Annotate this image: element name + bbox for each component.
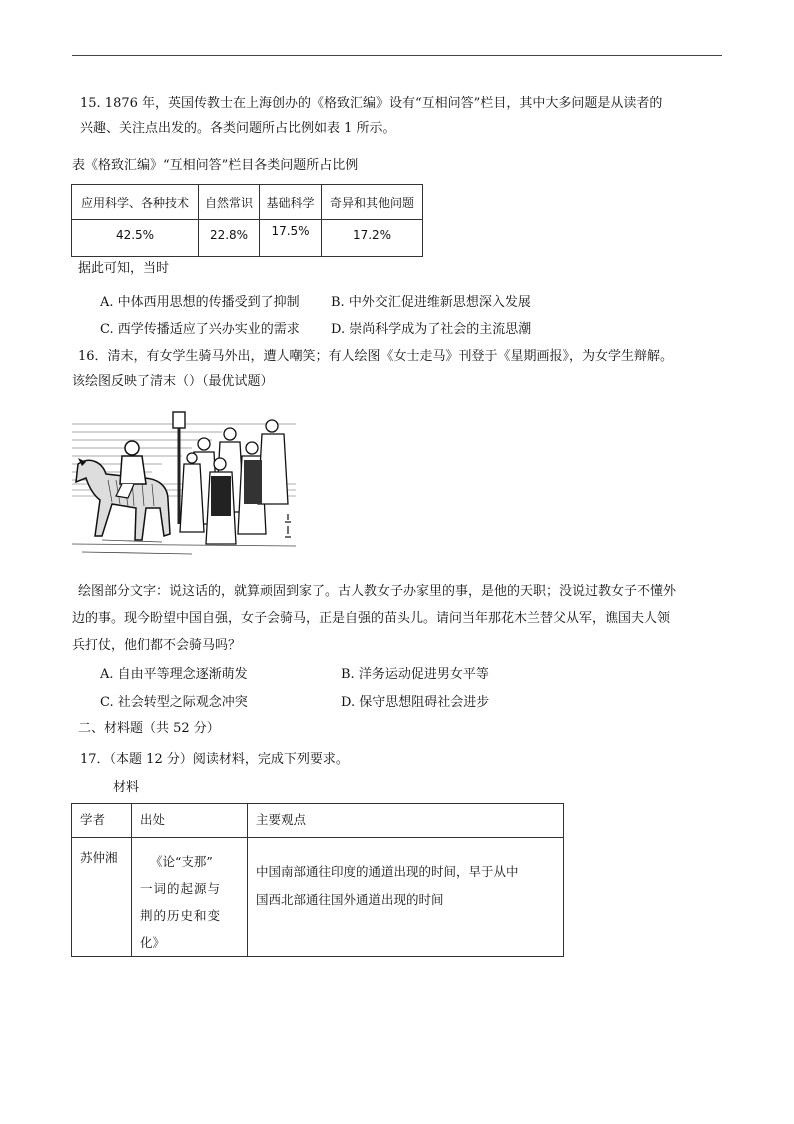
- q16-caption-line2: 边的事。现今盼望中国自强，女子会骑马，正是自强的苗头儿。请问当年那花木兰替父从军，谯国夫人领: [72, 611, 671, 626]
- woodcut-picture: [72, 404, 296, 560]
- q15-table-caption: 表《格致汇编》“互相问答”栏目各类问题所占比例: [72, 158, 359, 173]
- q16-option-d[interactable]: D. 保守思想阻碍社会进步: [341, 695, 490, 710]
- q17-view-line1: 中国南部通往印度的通道出现的时间，早于从中: [256, 864, 519, 879]
- q15-value-applied: 42.5%: [72, 220, 199, 257]
- q17-material-label: 材料: [113, 780, 140, 795]
- illustration-lady-riding-horse: [72, 404, 296, 560]
- q16-caption-line1: 绘图部分文字：说这话的，就算顽固到家了。古人教女子办家里的事，是他的天职；没说过教女子不懂外: [78, 584, 677, 599]
- q17-source-line2: 一词的起源与: [140, 881, 222, 896]
- header-rule: [72, 55, 722, 56]
- q17-view-line2: 国西北部通往国外通道出现的时间: [256, 892, 444, 907]
- section2-heading: 二、材料题（共 52 分）: [78, 721, 220, 736]
- q17-header-view: 主要观点: [248, 804, 564, 838]
- q15-table: [71, 184, 423, 257]
- q15-option-b[interactable]: B. 中外交汇促进维新思想深入发展: [331, 295, 531, 310]
- q15-header-applied: 应用科学、各种技术: [72, 185, 199, 220]
- q15-line2: 兴趣、关注点出发的。各类问题所占比例如表 1 所示。: [80, 121, 396, 136]
- q17-source-line3: 荆的历史和变: [140, 908, 222, 923]
- q17-cell-scholar: [72, 838, 132, 957]
- q15-option-a[interactable]: A. 中体西用思想的传播受到了抑制: [100, 295, 300, 310]
- q17-header-scholar: 学者: [72, 804, 132, 838]
- q15-value-other: 17.2%: [322, 220, 423, 257]
- q17-header-source: 出处: [132, 804, 248, 838]
- q17-title: 17．（本题 12 分）阅读材料，完成下列要求。: [80, 752, 349, 767]
- q15-header-other: 奇异和其他问题: [322, 185, 423, 220]
- q16-line1: 16．清末，有女学生骑马外出，遭人嘲笑；有人绘图《女士走马》刊登于《星期画报》，为女学生辩解。: [78, 349, 674, 364]
- q16-option-b[interactable]: B. 洋务运动促进男女平等: [341, 667, 489, 682]
- q17-cell-view: [248, 838, 564, 957]
- q15-value-nature: 22.8%: [199, 220, 260, 257]
- q16-option-c[interactable]: C. 社会转型之际观念冲突: [100, 695, 248, 710]
- q17-cell-source: [132, 838, 248, 957]
- q15-header-basic: 基础科学: [260, 185, 322, 220]
- q16-caption-line3: 兵打仗，他们都不会骑马吗？: [72, 638, 242, 653]
- q15-stem: 据此可知，当时: [78, 261, 170, 276]
- q16-line2: 该绘图反映了清末（）（最优试题）: [72, 374, 274, 389]
- q15-line1: 15. 1876 年，英国传教士在上海创办的《格致汇编》设有“互相问答”栏目，其中大多问题是从读者的: [80, 96, 663, 111]
- q17-source-line4: 化》: [140, 935, 166, 950]
- q17-scholar-name: 苏仲湘: [80, 850, 118, 865]
- q15-value-basic: 17.5%: [260, 220, 322, 257]
- q15-option-c[interactable]: C. 西学传播适应了兴办实业的需求: [100, 322, 300, 337]
- q17-table: [71, 803, 564, 957]
- q17-source-line1: 《论“支那”: [150, 854, 213, 869]
- q16-option-a[interactable]: A. 自由平等理念逐渐萌发: [100, 667, 248, 682]
- q15-header-nature: 自然常识: [199, 185, 260, 220]
- q15-option-d[interactable]: D. 崇尚科学成为了社会的主流思潮: [331, 322, 532, 337]
